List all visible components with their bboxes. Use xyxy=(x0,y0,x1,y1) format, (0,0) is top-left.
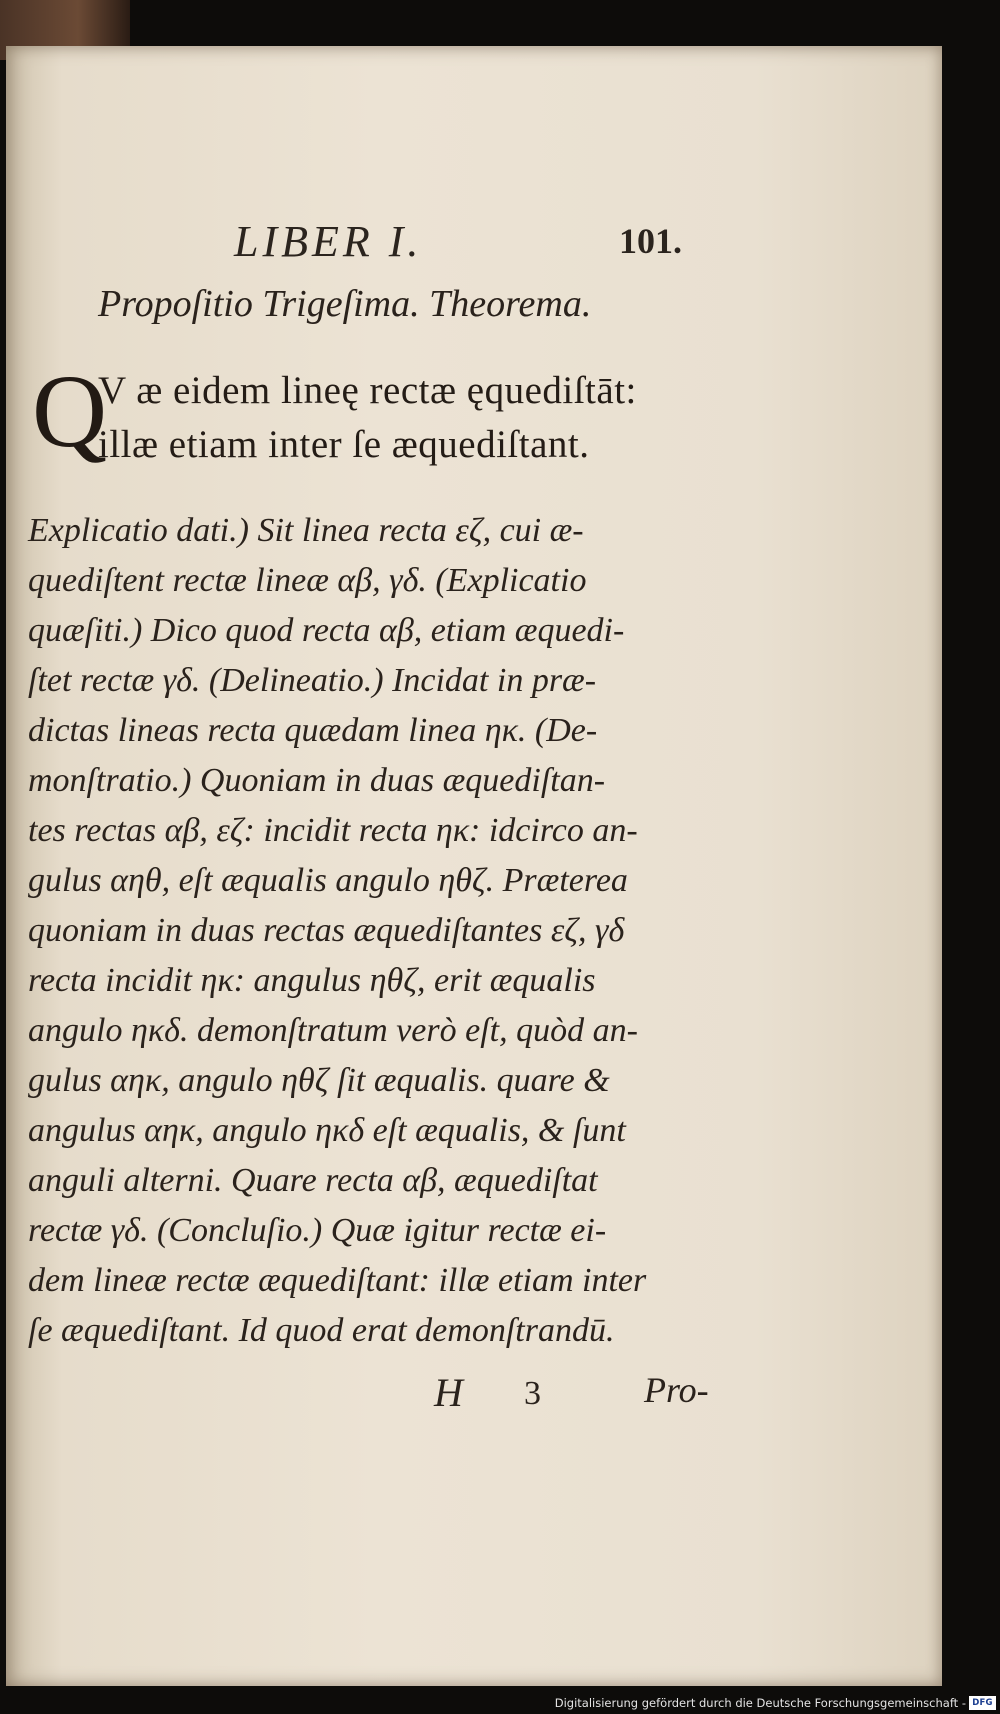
enunciation-line: illæ etiam inter ſe æquediſtant. xyxy=(98,423,590,466)
text-line: recta incidit ηκ: angulus ηθζ, erit æqualis xyxy=(28,962,596,999)
text-line: anguli alterni. Quare recta αβ, æquediſtat xyxy=(28,1162,598,1199)
digitization-credit: Digitalisierung gefördert durch die Deutsche Forschungsgemeinschaft - xyxy=(554,1696,966,1710)
text-line: ſe æquediſtant. Id quod erat demonſtrandū. xyxy=(28,1312,615,1349)
folio-number: 101. xyxy=(619,221,682,261)
drop-initial: Q xyxy=(32,354,108,469)
text-line: angulo ηκδ. demonſtratum verò eſt, quòd an- xyxy=(28,1012,638,1049)
text-line: rectæ γδ. (Concluſio.) Quæ igitur rectæ ei- xyxy=(28,1212,607,1249)
text-line: gulus αηθ, eſt æqualis angulo ηθζ. Præterea xyxy=(28,862,628,899)
signature-mark-letter: H xyxy=(434,1370,463,1415)
digitization-credit-bar xyxy=(0,1694,1000,1714)
text-line: ſtet rectæ γδ. (Delineatio.) Incidat in præ- xyxy=(28,662,597,699)
dfg-logo-icon: DFG xyxy=(969,1696,996,1710)
text-line: quoniam in duas rectas æquediſtantes εζ, γδ xyxy=(28,912,625,949)
signature-mark-number: 3 xyxy=(524,1375,541,1412)
book-page xyxy=(6,46,942,1686)
enunciation-line: V æ eidem lineę rectæ ęquediſtāt: xyxy=(98,369,637,412)
catchword: Pro- xyxy=(644,1370,709,1410)
page-header xyxy=(6,216,942,276)
proposition-title: Propoſitio Trigeſima. Theorema. xyxy=(98,283,592,325)
text-line: dem lineæ rectæ æquediſtant: illæ etiam inter xyxy=(28,1262,647,1299)
text-line: tes rectas αβ, εζ: incidit recta ηκ: idcirco an- xyxy=(28,812,638,849)
text-line: angulus αηκ, angulo ηκδ eſt æqualis, & ſunt xyxy=(28,1112,626,1149)
text-line: Explicatio dati.) Sit linea recta εζ, cui æ- xyxy=(28,512,584,549)
text-line: monſtratio.) Quoniam in duas æquediſtan- xyxy=(28,762,606,799)
text-line: gulus αηκ, angulo ηθζ ſit æqualis. quare & xyxy=(28,1062,610,1099)
text-line: dictas lineas recta quædam linea ηκ. (De- xyxy=(28,712,598,749)
running-title: LIBER I. xyxy=(234,217,423,266)
text-line: quediſtent rectæ lineæ αβ, γδ. (Explicatio xyxy=(28,562,587,599)
text-line: quæſiti.) Dico quod recta αβ, etiam æquedi- xyxy=(28,612,625,649)
